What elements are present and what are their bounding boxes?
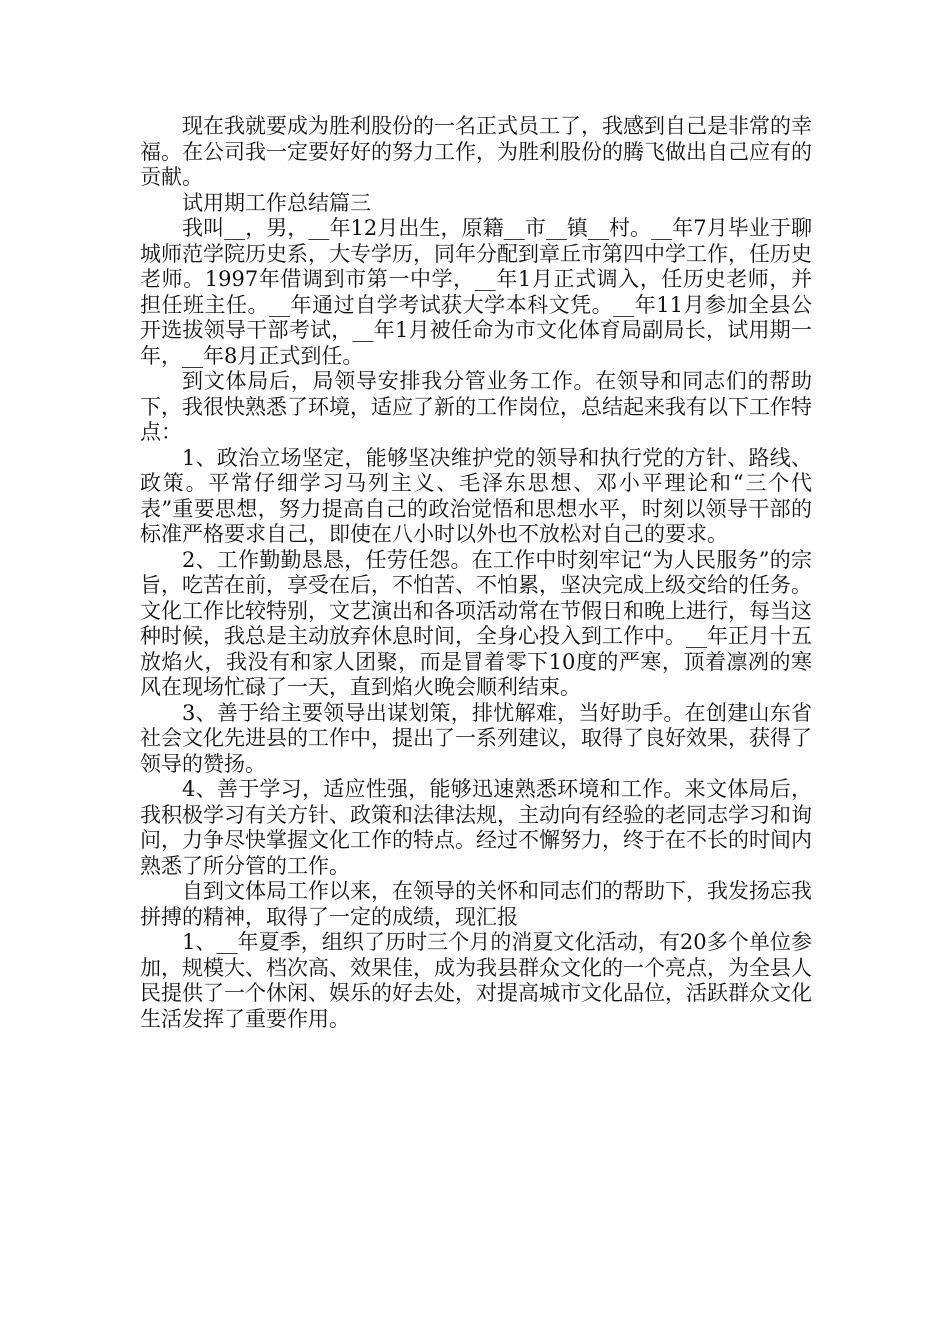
- section-heading: 试用期工作总结篇三: [182, 190, 371, 215]
- paragraph-intro: 现在我就要成为胜利股份的一名正式员工了，我感到自己是非常的幸福。在公司我一定要好好的努力工作，为胜利股份的腾飞做出自己应有的贡献。: [140, 114, 812, 189]
- paragraph-point-3: 3、善于给主要领导出谋划策，排忧解难，当好助手。在创建山东省社会文化先进县的工作中，提出了一系列建议，取得了良好效果，获得了领导的赞扬。: [140, 700, 812, 776]
- paragraph-point-2: 2、工作勤勤恳恳，任劳任怨。在工作中时刻牢记“为人民服务”的宗旨，吃苦在前，享受在后，不怕苦、不怕累，坚决完成上级交给的任务。文化工作比较特别，文艺演出和各项活动常在节假日和晚上进行，每当这种时候，我总是主动放弃休息时间，全身心投入到工作中。__年正月十五放焰火，我没有和家人团聚，而是冒着零下10度的严寒，顶着凛冽的寒风在现场忙碌了一天，直到焰火晚会顺利结束。: [140, 547, 812, 699]
- paragraph-overview: 到文体局后，局领导安排我分管业务工作。在领导和同志们的帮助下，我很快熟悉了环境，适应了新的工作岗位，总结起来我有以下工作特点：: [140, 369, 812, 444]
- paragraph-report-1: 1、__年夏季，组织了历时三个月的消夏文化活动，有20多个单位参加，规模大、档次高、效果佳，成为我县群众文化的一个亮点，为全县人民提供了一个休闲、娱乐的好去处，对提高城市文化品位，活跃群众文化生活发挥了重要作用。: [140, 930, 812, 1031]
- paragraph-point-4: 4、善于学习，适应性强，能够迅速熟悉环境和工作。来文体局后，我积极学习有关方针、政策和法律法规，主动向有经验的老同志学习和询问，力争尽快掌握文化工作的特点。经过不懈努力，终于在不长的时间内熟悉了所分管的工作。: [140, 777, 812, 878]
- paragraph-point-1: 1、政治立场坚定，能够坚决维护党的领导和执行党的方针、路线、政策。平常仔细学习马列主义、毛泽东思想、邓小平理论和“三个代表”重要思想，努力提高自己的政治觉悟和思想水平，时刻以领导干部的标准严格要求自己，即使在八小时以外也不放松对自己的要求。: [140, 445, 812, 546]
- paragraph-bio: 我叫__，男，__年12月出生，原籍__市__镇__村。__年7月毕业于聊城师范学院历史系，大专学历，同年分配到章丘市第四中学工作，任历史老师。1997年借调到市第一中学，__年1月正式调入，任历史老师，并担任班主任。__年通过自学考试获大学本科文凭。__年11月参加全县公开选拔领导干部考试，__年1月被任命为市文化体育局副局长，试用期一年，__年8月正式到任。: [140, 216, 812, 368]
- document-page: [140, 114, 812, 1032]
- paragraph-report-intro: 自到文体局工作以来，在领导的关怀和同志们的帮助下，我发扬忘我拼搏的精神，取得了一定的成绩，现汇报: [140, 879, 812, 929]
